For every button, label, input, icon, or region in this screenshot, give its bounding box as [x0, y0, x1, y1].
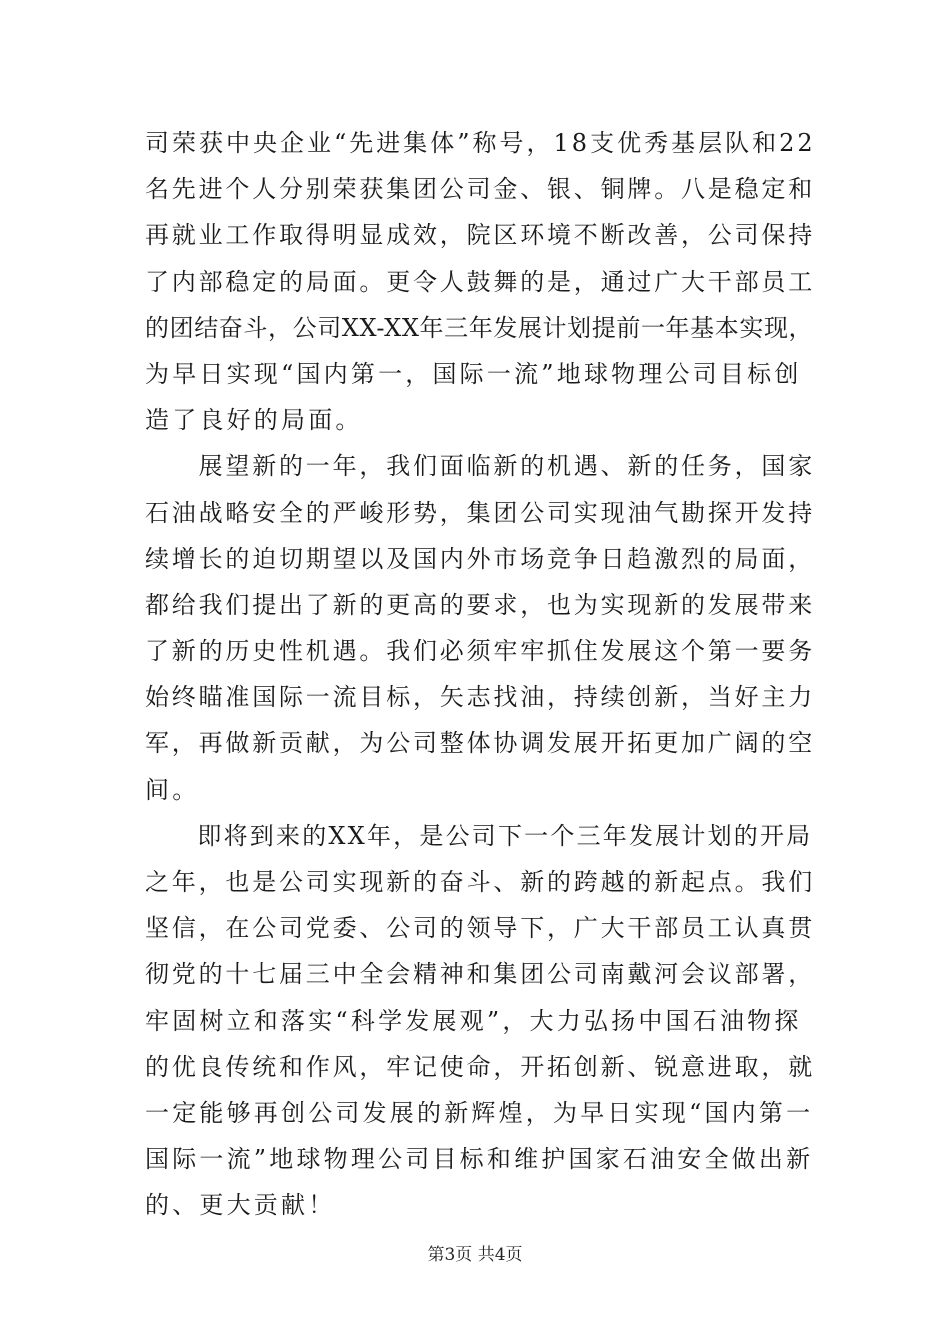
text-line: 彻党的十七届三中全会精神和集团公司南戴河会议部署，	[145, 960, 815, 989]
text-line: 名先进个人分别荣获集团公司金、银、铜牌。八是稳定和	[145, 175, 815, 204]
page-footer: 第3页 共4页	[427, 1245, 523, 1265]
text-line: 之年，也是公司实现新的奋斗、新的跨越的新起点。我们	[145, 868, 815, 896]
text-line: 续增长的迫切期望以及国内外市场竞争日趋激烈的局面，	[145, 544, 815, 573]
text-line: 间。	[145, 775, 200, 804]
text-line: 司荣获中央企业“先进集体”称号，18支优秀基层队和22	[145, 129, 816, 157]
text-line: 一定能够再创公司发展的新辉煌，为早日实现“国内第一	[145, 1098, 814, 1127]
body-text	[145, 120, 815, 1229]
text-line: 了内部稳定的局面。更令人鼓舞的是，通过广大干部员工	[145, 267, 815, 296]
text-line: 的优良传统和作风，牢记使命，开拓创新、锐意进取，就	[145, 1052, 815, 1081]
text-line: 了新的历史性机遇。我们必须牢牢抓住发展这个第一要务	[145, 637, 815, 666]
text-line: 都给我们提出了新的更高的要求，也为实现新的发展带来	[145, 590, 815, 619]
text-line: 造了良好的局面。	[145, 406, 363, 435]
text-line: 牢固树立和落实“科学发展观”，大力弘扬中国石油物探	[145, 1006, 802, 1035]
text-line: 即将到来的XX年，是公司下一个三年发展计划的开局	[145, 821, 813, 850]
text-line: 石油战略安全的严峻形势，集团公司实现油气勘探开发持	[145, 498, 815, 527]
text-line: 的、更大贡献！	[145, 1191, 336, 1220]
text-line: 始终瞄准国际一流目标，矢志找油，持续创新，当好主力	[145, 683, 815, 712]
text-line: 再就业工作取得明显成效，院区环境不断改善，公司保持	[145, 221, 815, 250]
text-line: 的团结奋斗，公司XX-XX年三年发展计划提前一年基本实现，	[145, 313, 814, 342]
text-line: 为早日实现“国内第一，国际一流”地球物理公司目标创	[145, 359, 802, 388]
text-line: 坚信，在公司党委、公司的领导下，广大干部员工认真贯	[145, 914, 815, 943]
text-line: 展望新的一年，我们面临新的机遇、新的任务，国家	[145, 452, 815, 481]
text-line: 军，再做新贡献，为公司整体协调发展开拓更加广阔的空	[145, 729, 815, 758]
text-line: 国际一流”地球物理公司目标和维护国家石油安全做出新	[145, 1145, 814, 1174]
